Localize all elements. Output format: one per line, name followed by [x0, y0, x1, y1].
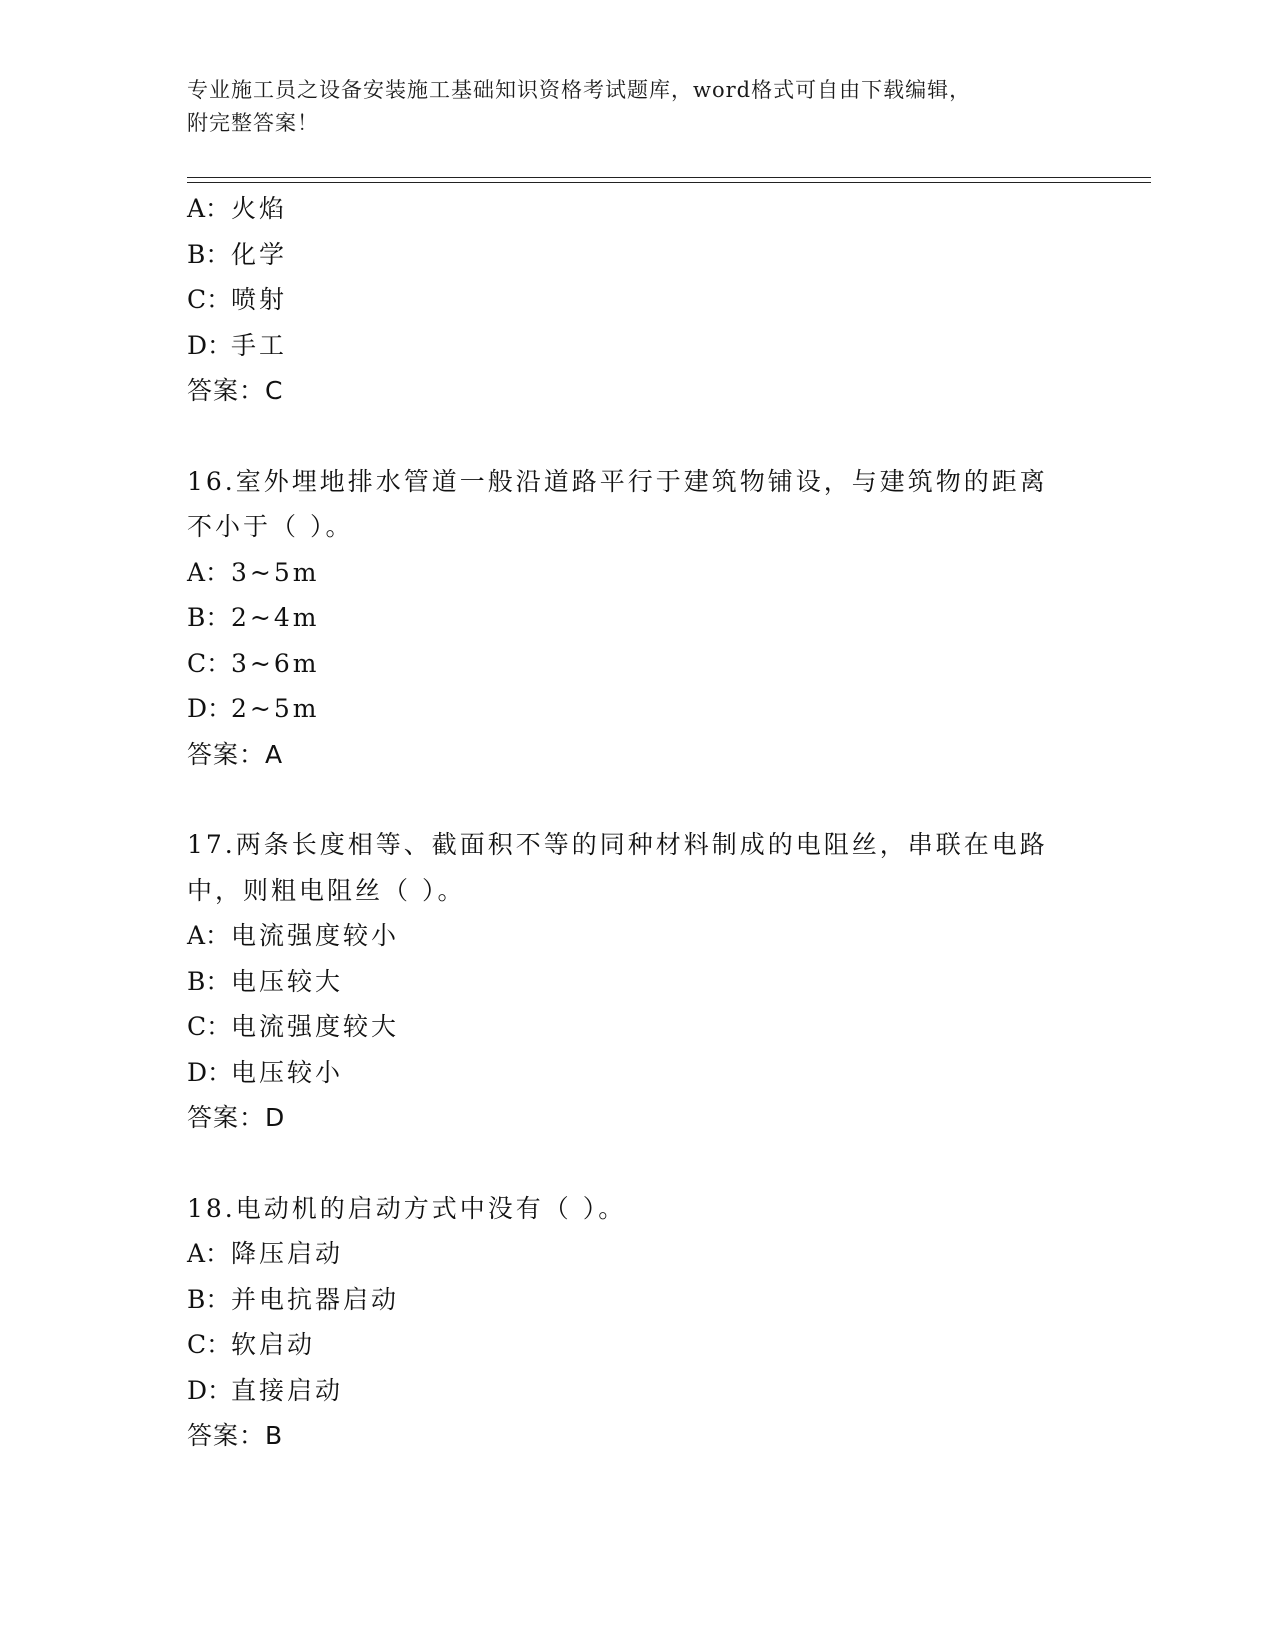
question-18	[187, 1186, 1147, 1459]
option-b	[187, 959, 1147, 1005]
option-letter: A：	[187, 194, 231, 223]
question-17	[187, 822, 1147, 1141]
option-text: 直接启动	[231, 1375, 344, 1405]
header-title-line-2: 附完整答案！	[187, 111, 319, 135]
question-text	[187, 459, 1067, 550]
option-letter: D：	[187, 1375, 233, 1405]
document-header	[187, 74, 1067, 140]
header-divider	[187, 177, 1151, 183]
option-text: 3~6m	[231, 648, 320, 678]
option-text: 电压较小	[231, 1057, 344, 1087]
option-a	[187, 1231, 1147, 1277]
option-letter: A：	[187, 1239, 231, 1268]
question-text	[187, 1186, 1067, 1232]
option-letter: B：	[187, 966, 231, 996]
option-b	[187, 1277, 1147, 1323]
question-text-line-2: 不小于（ ）。	[187, 512, 354, 541]
option-text: 电流强度较大	[231, 1012, 400, 1041]
option-letter: C：	[187, 1012, 232, 1041]
spacer	[187, 777, 1147, 822]
option-c	[187, 1004, 1147, 1050]
option-letter: C：	[187, 285, 232, 314]
option-text: 2~5m	[231, 694, 320, 723]
option-letter: A：	[187, 921, 231, 950]
question-list	[187, 186, 1147, 1459]
option-b	[187, 595, 1147, 641]
spacer	[187, 1141, 1147, 1186]
option-letter: B：	[187, 603, 231, 632]
answer-line: 答案：D	[187, 1103, 286, 1132]
option-letter: C：	[187, 1330, 232, 1359]
option-text: 3~5m	[231, 557, 320, 587]
option-letter: B：	[187, 239, 231, 269]
option-text: 火焰	[231, 194, 288, 223]
option-text: 电流强度较小	[231, 921, 400, 950]
option-text: 降压启动	[231, 1239, 344, 1268]
option-letter: D：	[187, 694, 233, 723]
question-16	[187, 459, 1147, 778]
option-d	[187, 323, 1147, 369]
option-d	[187, 1050, 1147, 1096]
question-15	[187, 186, 1147, 414]
option-text: 化学	[231, 239, 288, 269]
option-a	[187, 913, 1147, 959]
header-title-line-1: 专业施工员之设备安装施工基础知识资格考试题库，word格式可自由下载编辑，	[187, 78, 972, 102]
option-c	[187, 1322, 1147, 1368]
answer-line: 答案：B	[187, 1421, 284, 1450]
option-letter: D：	[187, 1057, 233, 1087]
option-text: 并电抗器启动	[231, 1284, 400, 1314]
option-d	[187, 686, 1147, 732]
question-text-line-1: 17.两条长度相等、截面积不等的同种材料制成的电阻丝，串联在电路	[187, 830, 1048, 859]
option-text: 2~4m	[231, 603, 320, 632]
answer-line: 答案：A	[187, 739, 284, 769]
option-a	[187, 186, 1147, 232]
option-letter: B：	[187, 1284, 231, 1314]
option-letter: A：	[187, 557, 231, 587]
question-text-line-1: 16.室外埋地排水管道一般沿道路平行于建筑物铺设，与建筑物的距离	[187, 466, 1048, 496]
spacer	[187, 414, 1147, 459]
option-text: 手工	[231, 330, 288, 360]
question-text-line-2: 中，则粗电阻丝（ ）。	[187, 875, 466, 905]
option-text: 软启动	[231, 1330, 316, 1359]
option-text: 喷射	[231, 285, 288, 314]
option-c	[187, 641, 1147, 687]
option-letter: D：	[187, 330, 233, 360]
question-text-line-1: 18.电动机的启动方式中没有（ ）。	[187, 1193, 627, 1223]
option-c	[187, 277, 1147, 323]
option-text: 电压较大	[231, 966, 344, 996]
option-d	[187, 1368, 1147, 1414]
question-text	[187, 822, 1067, 913]
option-letter: C：	[187, 648, 232, 678]
answer-line: 答案：C	[187, 376, 284, 405]
option-a	[187, 550, 1147, 596]
option-b	[187, 232, 1147, 278]
